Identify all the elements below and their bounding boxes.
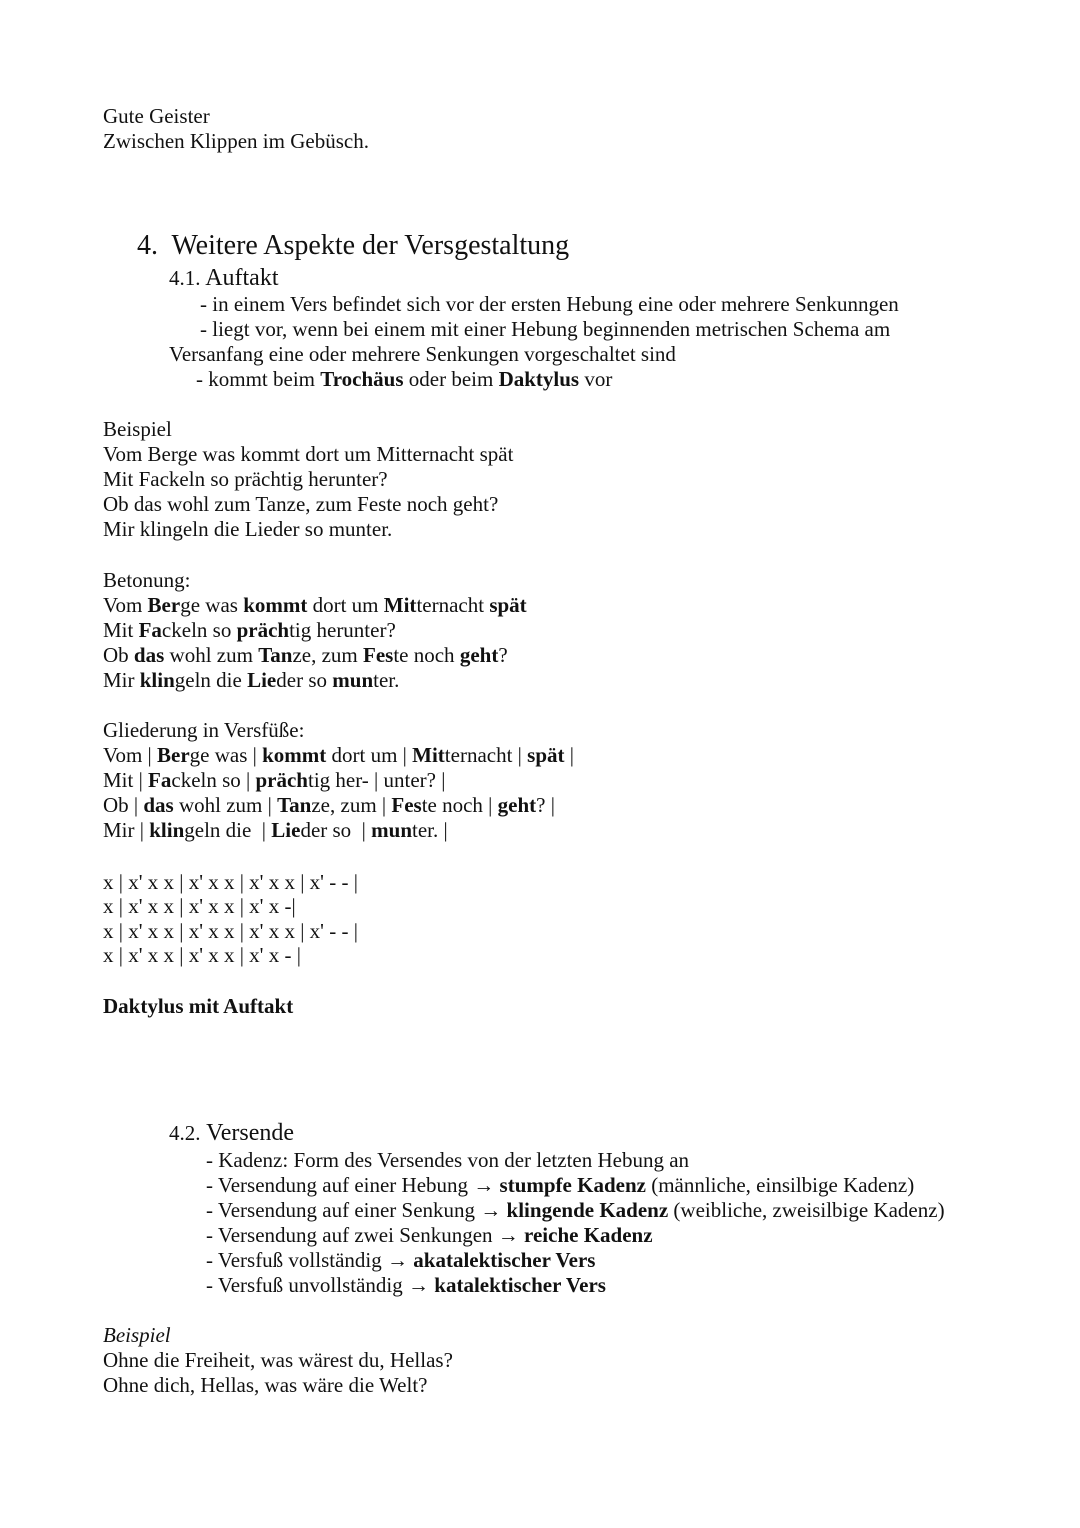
meter-result-text: Daktylus mit Auftakt — [103, 994, 294, 1018]
term: reiche Kadenz — [524, 1223, 653, 1247]
text: dort um | — [326, 743, 413, 767]
versende-bullet-4 — [206, 1223, 653, 1248]
text: ge was — [180, 593, 244, 617]
auftakt-bullet-3 — [196, 367, 612, 392]
stressed: Tan — [277, 793, 312, 817]
text: tig herunter? — [289, 618, 396, 642]
stressed: Fa — [148, 768, 172, 792]
stressed: Ber — [147, 593, 181, 617]
subsection-4-1-heading — [169, 264, 279, 292]
scansion-line-2: x | x' x x | x' x x | x' x -| — [103, 894, 296, 918]
text: - Versfuß unvollständig → — [206, 1273, 435, 1297]
text: der so | — [300, 818, 372, 842]
text: Mit — [103, 618, 139, 642]
text: ge was | — [189, 743, 263, 767]
stressed: Fes — [363, 643, 394, 667]
stressed: geht — [497, 793, 537, 817]
text: Vom — [103, 593, 148, 617]
text: Mit | — [103, 768, 149, 792]
stressed: Ber — [157, 743, 190, 767]
auftakt-bullet-2a: - liegt vor, wenn bei einem mit einer Hebung beginnenden metrischen Schema am — [200, 317, 891, 341]
section-number: 4. — [137, 230, 158, 261]
text: Mir — [103, 668, 140, 692]
text: ze, zum — [292, 643, 363, 667]
feet-line-3 — [103, 793, 555, 818]
text: | — [564, 743, 574, 767]
stressed: mun — [371, 818, 412, 842]
stressed: präch — [255, 768, 308, 792]
text: ckeln so | — [171, 768, 256, 792]
stressed: Fes — [391, 793, 422, 817]
scansion-line-1: x | x' x x | x' x x | x' x x | x' - - | — [103, 870, 358, 894]
stressed: Tan — [258, 643, 293, 667]
subsection-4-2-heading — [169, 1119, 294, 1147]
scansion-line-3: x | x' x x | x' x x | x' x x | x' - - | — [103, 919, 358, 943]
stressed: Mit — [412, 743, 445, 767]
text: Mir | — [103, 818, 150, 842]
section-heading — [137, 230, 569, 262]
subsection-number: 4.1. — [169, 266, 201, 290]
text: - Versendung auf einer Hebung → — [206, 1173, 500, 1197]
text: - Versendung auf einer Senkung → — [206, 1198, 507, 1222]
auftakt-bullet-1: - in einem Vers befindet sich vor der ersten Hebung eine oder mehrere Senkunngen — [200, 292, 899, 316]
feet-line-4 — [103, 818, 448, 843]
feet-label: Gliederung in Versfüße: — [103, 718, 305, 742]
text: vor — [579, 367, 613, 391]
stressed: Mit — [383, 593, 417, 617]
term: katalektischer Vers — [434, 1273, 606, 1297]
stressed: klin — [149, 818, 185, 842]
example-2-line-1: Ohne die Freiheit, was wärest du, Hellas? — [103, 1348, 453, 1372]
poem-line-1: Vom Berge was kommt dort um Mitternacht spät — [103, 442, 514, 466]
term-trochaeus: Trochäus — [320, 367, 404, 391]
stressed: präch — [236, 618, 290, 642]
scansion-line-4: x | x' x x | x' x x | x' x - | — [103, 943, 301, 967]
stressed: das — [143, 793, 174, 817]
stress-line-3 — [103, 643, 508, 668]
text: ter. — [373, 668, 400, 692]
text: ternacht — [416, 593, 490, 617]
subsection-title: Auftakt — [205, 265, 279, 291]
text: Vom | — [103, 743, 157, 767]
feet-line-1 — [103, 743, 574, 768]
text: Ob — [103, 643, 134, 667]
text: geln die | — [184, 818, 272, 842]
subsection-number: 4.2. — [169, 1121, 201, 1145]
text: der so — [276, 668, 333, 692]
text: (männliche, einsilbige Kadenz) — [645, 1173, 915, 1197]
stressed: spät — [527, 743, 565, 767]
versende-bullet-6 — [206, 1273, 606, 1298]
text: ter. | — [412, 818, 448, 842]
text: - kommt beim — [196, 367, 321, 391]
text: - Versendung auf zwei Senkungen → — [206, 1223, 525, 1247]
intro-line-1: Gute Geister — [103, 104, 210, 128]
stressed: kommt — [262, 743, 327, 767]
example-2-line-2: Ohne dich, Hellas, was wäre die Welt? — [103, 1373, 428, 1397]
versende-bullet-3 — [206, 1198, 945, 1223]
text: wohl zum — [164, 643, 259, 667]
stressed: klin — [139, 668, 175, 692]
stress-label: Betonung: — [103, 568, 191, 592]
term: stumpfe Kadenz — [499, 1173, 646, 1197]
text: (weibliche, zweisilbige Kadenz) — [668, 1198, 945, 1222]
term: akatalektischer Vers — [413, 1248, 596, 1272]
stressed: mun — [332, 668, 374, 692]
example-2-label — [103, 1323, 171, 1348]
poem-line-4: Mir klingeln die Lieder so munter. — [103, 517, 393, 541]
stress-line-2 — [103, 618, 396, 643]
stressed: Fa — [138, 618, 162, 642]
example-2-label-text: Beispiel — [103, 1323, 171, 1347]
text: ckeln so — [161, 618, 237, 642]
feet-line-2 — [103, 768, 445, 793]
intro-line-2: Zwischen Klippen im Gebüsch. — [103, 129, 369, 153]
stressed: kommt — [243, 593, 308, 617]
stressed: spät — [489, 593, 527, 617]
term: klingende Kadenz — [506, 1198, 669, 1222]
text: dort um — [307, 593, 384, 617]
text: ? | — [536, 793, 555, 817]
text: ze, zum | — [311, 793, 392, 817]
stressed: Lie — [247, 668, 277, 692]
term-daktylus: Daktylus — [498, 367, 580, 391]
stressed: Lie — [271, 818, 301, 842]
poem-line-3: Ob das wohl zum Tanze, zum Feste noch geht? — [103, 492, 499, 516]
auftakt-bullet-2b: Versanfang eine oder mehrere Senkungen vorgeschaltet sind — [169, 342, 676, 366]
text: Ob | — [103, 793, 144, 817]
text: ? — [498, 643, 508, 667]
versende-bullet-5 — [206, 1248, 595, 1273]
meter-result — [103, 994, 293, 1019]
example-label: Beispiel — [103, 417, 172, 441]
stress-line-4 — [103, 668, 399, 693]
poem-line-2: Mit Fackeln so prächtig herunter? — [103, 467, 388, 491]
versende-bullet-1: - Kadenz: Form des Versendes von der letzten Hebung an — [206, 1148, 690, 1172]
text: - Versfuß vollständig → — [206, 1248, 414, 1272]
text: te noch | — [421, 793, 498, 817]
stress-line-1 — [103, 593, 527, 618]
section-title: Weitere Aspekte der Versgestaltung — [171, 230, 570, 261]
text: tig her- | unter? | — [307, 768, 446, 792]
text: te noch — [393, 643, 460, 667]
versende-bullet-2 — [206, 1173, 914, 1198]
text: wohl zum | — [173, 793, 278, 817]
stressed: das — [133, 643, 165, 667]
text: geln die — [174, 668, 248, 692]
stressed: geht — [459, 643, 499, 667]
subsection-title: Versende — [206, 1120, 295, 1146]
text: ternacht | — [444, 743, 528, 767]
text: oder beim — [403, 367, 499, 391]
